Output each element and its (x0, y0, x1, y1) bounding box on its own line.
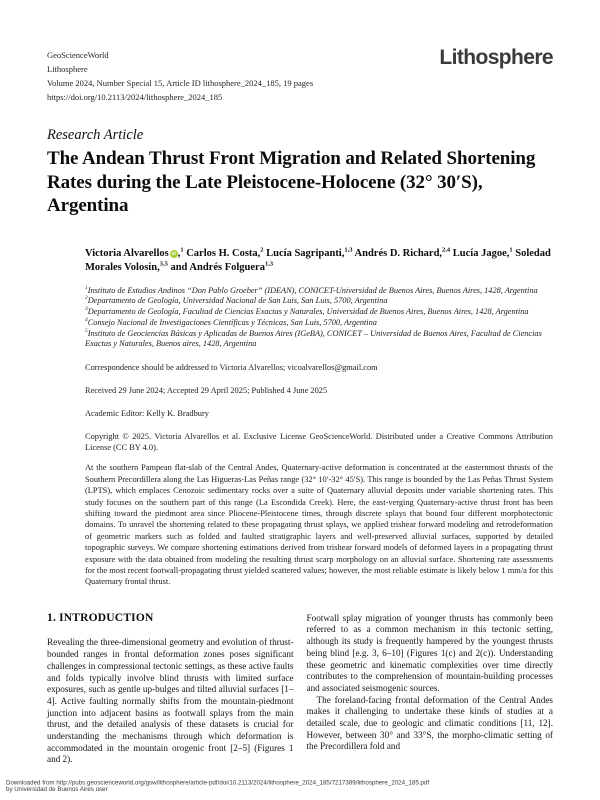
front-matter (85, 247, 553, 588)
download-footer-line2: by Universidad de Buenos Aires user (6, 786, 108, 793)
affiliation-item: $^1$Instituto de Estudios Andinos “Don Pablo Groeber” (IDEAN), CONICET-Universidad de Buenos Aires, Buenos Aires, 1428, Argentina (85, 284, 538, 295)
author-affiliation-superscript: 2,4 (442, 246, 451, 253)
author-name: Andrés D. Richard (354, 247, 440, 259)
author-affiliation-superscript: 3,5 (159, 260, 168, 268)
author-affiliation-superscript: 1 (509, 246, 513, 253)
author-name: Lucía Jagoe (452, 247, 507, 259)
journal-name: Lithosphere (47, 64, 88, 74)
right-column-paragraphs (307, 613, 554, 753)
academic-editor-line: Academic Editor: Kelly K. Bradbury (85, 409, 209, 419)
correspondence-text: Correspondence should be addressed to Victoria Alvarellos; (85, 363, 288, 373)
affiliation-item: $^3$Departamento de Geología, Facultad de Ciencias Exactas y Naturales, Universidad de Buenos Aires, Buenos Aires, 1428, Argentina (85, 306, 529, 317)
history-line: Received 29 June 2024; Accepted 29 April 2025; Published 4 June 2025 (85, 386, 328, 396)
correspondence-email-link[interactable]: vicoalvarellos@gmail.com (287, 363, 378, 373)
affiliation-item: $^4$Consejo Nacional de Investigaciones Científicas y Técnicas, San Luis, 5700, Argentina (85, 317, 377, 327)
affiliation-item: $^2$Departamento de Geología, Universidad Nacional de San Luis, San Luis, 5700, Argentina (85, 295, 388, 306)
doi-link[interactable]: https://doi.org/10.2113/2024/lithosphere_2024_185 (47, 92, 223, 102)
body-paragraph: The foreland-facing frontal deformation of the Central Andes makes it challenging to undertake these kinds of studies at a detailed scale, due to geologic and climatic conditions [11, 12]. However, between 30° and 33°S, the morpho-climatic setting of the Precordillera fold and (306, 694, 553, 752)
download-footer-line1: Downloaded from http://pubs.geoscienceworld.org/gsw/lithosphere/article-pdf/doi/10.2113/2024/lithosphere_2024_185/7217389/lithosphere_2024_185.pdf (6, 779, 430, 787)
author-affiliation-superscript: 1 (180, 246, 184, 253)
left-column-paragraphs (47, 637, 294, 766)
author-name: Soledad Morales Volosín (85, 247, 551, 273)
author-name: and Andrés Folguera (170, 262, 265, 273)
author-name: Lucía Sagripanti (266, 247, 342, 259)
article-type-label: Research Article (47, 127, 144, 143)
author-name: Carlos H. Costa (186, 247, 258, 259)
author-affiliation-superscript: 1,3 (344, 246, 353, 253)
affiliation-item: $^5$Instituto de Geociencias Básicas y Aplicadas de Buenos Aires (IGeBA), CONICET – Universidad de Buenos Aires, Facultad de Ciencias Exactas y Naturales, Buenos aires, 1428, Argentina (85, 327, 542, 349)
abstract-text: At the southern Pampean flat-slab of the Central Andes, Quaternary-active deformation is concentrated at the easternmost thrusts of the Southern Precordillera along the Las Higueras-Las Peñas range (32° 10′-32° 45′S). This range is bounded by the Las Peñas Thrust System (LPTS), which emplaces Cenozoic sedimentary rocks over a suite of Quaternary alluvial deposits under variable shortening rates. This study focuses on the southern part of this range (La Escondida Creek). Here, the east-verging Quaternary-active thrust front has been shifting toward the piedmont area since Pliocene-Pleistocene times, through discrete splays that bound four different morphotectonic domains. To unravel the shortening related to these propagating thrust splays, we applied trishear forward modeling and retrodeformation of geometric markers such as folded and faulted stratigraphic layers and well-preserved alluvial surfaces, supported by detailed topographic surveys. We compare shortening estimations derived from trishear forward models of deformed layers in a propagating thrust exposure with the data obtained from modeling the resulting thrust scarp morphology on an alluvial surface. Shortening rate assessments for the most recent footwall-propagating thrust yielded scattered values; however, the most reliable estimate is likely below 1 mm/a for this Quaternary frontal thrust. (85, 463, 553, 587)
download-footer (6, 779, 429, 793)
author-affiliation-superscript: 1,3 (264, 260, 274, 268)
body-paragraph: Revealing the three-dimensional geometry and evolution of thrust-bounded ranges in frontal deformation zones poses significant challenges in compressional tectonic settings, as these active faults and folds typically involve blind thrusts with limited surface exposures, such as gentle up-bulges and tilted alluvial surfaces [1–4]. Active faulting normally shifts from the mountain-piedmont junction into adjacent basins as footwall splays from the main thrust, and the detailed analysis of these datasets is crucial for understanding the mechanisms through which deformation is accommodated in the mountain orogenic front [2–5] (Figures 1 and 2). (47, 637, 294, 765)
affiliations (85, 286, 553, 351)
author-name: Victoria Alvarellos (85, 247, 169, 259)
body-columns (0, 613, 600, 766)
lithosphere-logo: Lithosphere (439, 46, 553, 69)
body-paragraph: Footwall splay migration of younger thrusts has commonly been referred to as a common mechanism in this tectonic setting, although its study is frequently hampered by the youngest thrusts being blind [e.g. 3, 6–10] (Figures 1(c) and 2(c)). Understanding these geometric and kinematic complexities over time directly contributes to the comprehension of mountain-building processes and associated seismogenic sources. (306, 612, 553, 693)
author-affiliation-superscript: 2 (260, 246, 264, 253)
publisher-name: GeoScienceWorld (47, 50, 109, 60)
correspondence-line (85, 362, 553, 373)
copyright-line: Copyright © 2025. Victoria Alvarellos et al. Exclusive License GeoScienceWorld. Distributed under a Creative Commons Attribution License (CC BY 4.0). (85, 432, 553, 453)
article-title: The Andean Thrust Front Migration and Related Shortening Rates during the Late Pleistocene-Holocene (32° 30′S), Argentina (47, 148, 536, 216)
section-heading-introduction: 1. INTRODUCTION (47, 611, 154, 624)
citation-line: Volume 2024, Number Special 15, Article ID lithosphere_2024_185, 19 pages (47, 78, 314, 88)
right-column (307, 613, 554, 766)
orcid-icon[interactable]: iD (171, 250, 176, 256)
authors-line: Victoria Alvarellos iD ,$^1$ Carlos H. Costa,$^2$ Lucía Sagripanti,$^{1,3}$ Andrés D. Richard,$^{2,4}$ Lucía Jagoe,$^1$ Soledad Morales Volosín,$^{3,5}$ and Andrés Folguera$^{1,3}$ (85, 246, 551, 273)
left-column (47, 613, 294, 766)
